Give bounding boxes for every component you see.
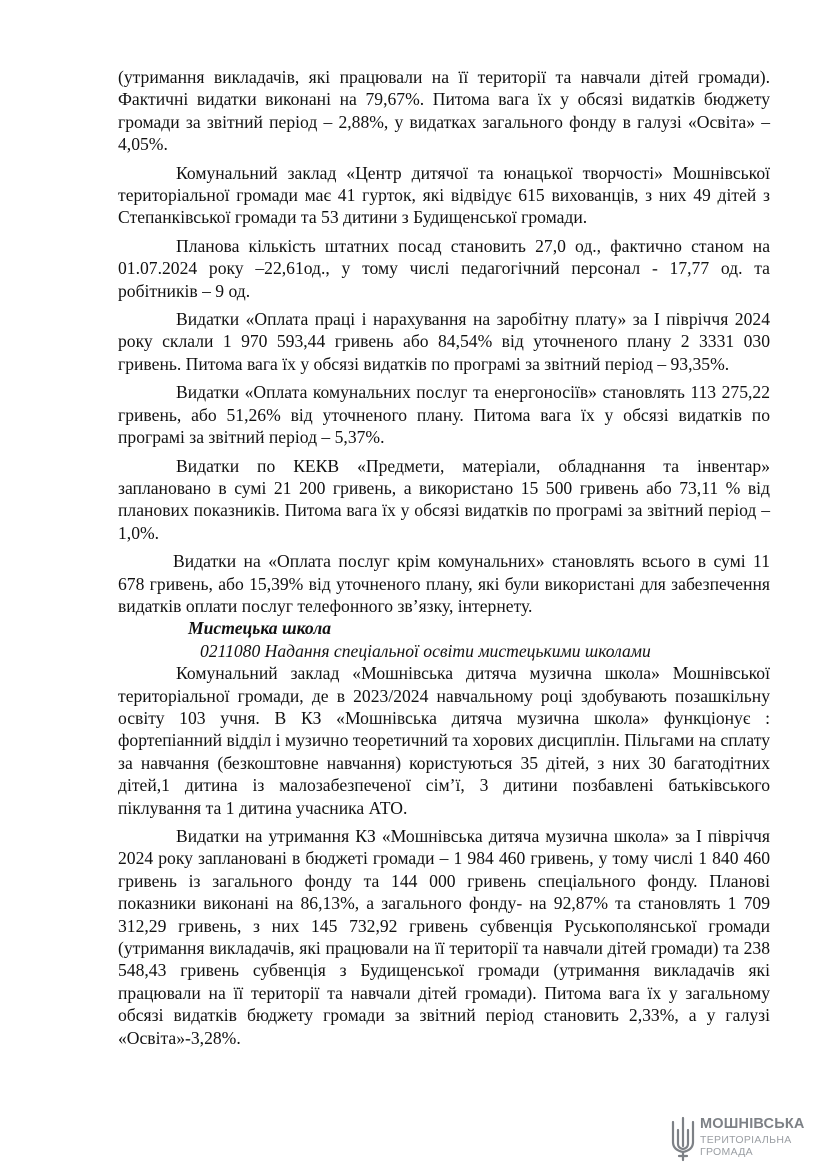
community-logo bbox=[670, 1116, 810, 1162]
logo-line-3: ГРОМАДА bbox=[700, 1146, 753, 1158]
paragraph-3: Планова кількість штатних посад становить 27,0 од., фактично станом на 01.07.2024 року –22,61од., у тому числі педагогічний персонал - 17,77 од. та робітників – 9 од. bbox=[118, 235, 770, 301]
paragraph-9: Видатки на утримання КЗ «Мошнівська дитяча музична школа» за І півріччя 2024 року заплановані в бюджеті громади – 1 984 460 гривень, у тому числі 1 840 460 гривень із загального фонду та 144 000 гривень спеціального фонду. Планові показники виконані на 86,13%, а загального фонду- на 92,87% та становлять 1 709 312,29 гривень, з них 145 732,92 гривень субвенція Руськополянської громади (утримання викладачів, які працювали на її території та навчали дітей громади) та 238 548,43 гривень субвенція з Будищенської громади (утримання викладачів які працювали на її території та навчали дітей громади). Питома вага їх у загальному обсязі видатків бюджету громади за звітний період становить 2,33%, а у галузі «Освіта»-3,28%. bbox=[118, 826, 770, 1048]
paragraph-4: Видатки «Оплата праці і нарахування на заробітну плату» за І півріччя 2024 року склали 1 970 593,44 гривень або 84,54% від уточненого плану 2 3331 030 гривень. Питома вага їх у обсязі видатків по програмі за звітний період – 93,35%. bbox=[118, 309, 770, 374]
paragraph-8: Комунальний заклад «Мошнівська дитяча музична школа» Мошнівської територіальної громади, де в 2023/2024 навчальному році здобувають позашкільну освіту 103 учня. В КЗ «Мошнівська дитяча музична школа» функціонує : фортепіанний відділ і музично теоретичний та хорових дисциплін. Пільгами на сплату за навчання (безкоштовне навчання) користуються 35 дітей, з них 30 багатодітних дітей,1 дитина із малозабезпеченої сім’ї, 3 дитини позбавлені батьківського піклування та 1 дитина учасника АТО. bbox=[118, 663, 770, 818]
logo-line-2: ТЕРИТОРІАЛЬНА bbox=[700, 1134, 792, 1146]
trident-icon bbox=[670, 1116, 696, 1162]
paragraph-6: Видатки по КЕКВ «Предмети, матеріали, обладнання та інвентар» заплановано в сумі 21 200 гривень, а використано 15 500 гривень або 73,11 % від планових показників. Питома вага їх у обсязі видатків по програмі за звітний період – 1,0%. bbox=[118, 455, 770, 543]
logo-line-1: МОШНІВСЬКА bbox=[700, 1116, 805, 1132]
paragraph-7: Видатки на «Оплата послуг крім комунальних» становлять всього в сумі 11 678 гривень, або 15,39% від уточненого плану, які були використані для забезпечення видатків оплати послуг телефонного зв’язку, інтернету. bbox=[118, 551, 770, 616]
paragraph-1: (утримання викладачів, які працювали на її території та навчали дітей громади). Фактичні видатки виконані на 79,67%. Питома вага їх у обсязі видатків бюджету громади за звітний період – 2,88%, у видатках загального фонду в галузі «Освіта» – 4,05%. bbox=[118, 67, 770, 155]
paragraph-5: Видатки «Оплата комунальних послуг та енергоносіїв» становлять 113 275,22 гривень, або 51,26% від уточненого плану. Питома вага їх у обсязі видатків по програмі за звітний період – 5,37%. bbox=[118, 382, 770, 448]
paragraph-2: Комунальний заклад «Центр дитячої та юнацької творчості» Мошнівської територіальної громади має 41 гурток, які відвідує 615 вихованців, з них 49 дітей з Степанківської громади та 53 дитини з Будищенської громади. bbox=[118, 162, 770, 228]
section-heading: Мистецька школа bbox=[188, 618, 332, 639]
document-body bbox=[118, 66, 770, 1049]
subsection-heading: 0211080 Надання спеціальної освіти мистецькими школами bbox=[200, 640, 651, 661]
